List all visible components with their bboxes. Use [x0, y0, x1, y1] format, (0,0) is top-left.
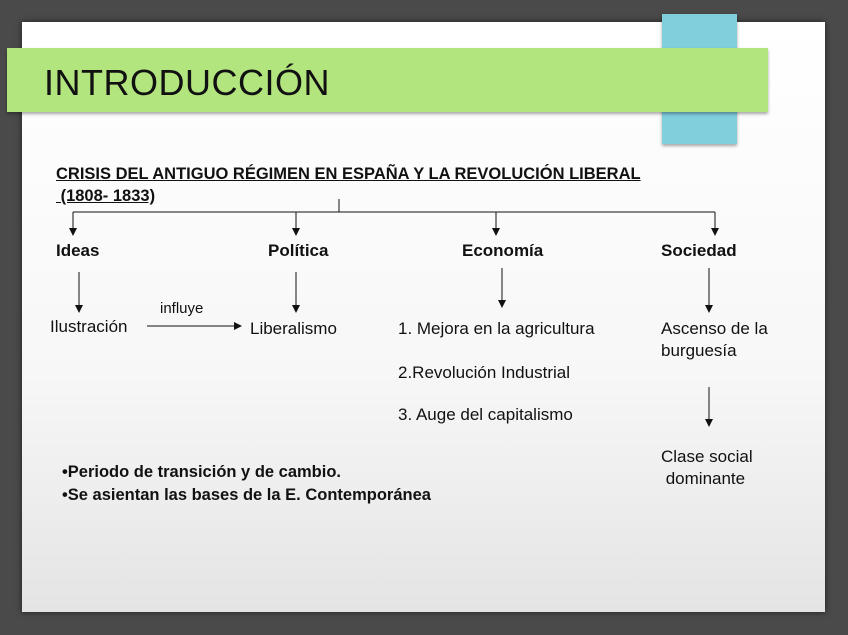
heading-line-2: (1808- 1833): [56, 187, 156, 205]
node-liberalismo: Liberalismo: [250, 319, 337, 338]
bullet-1: •Periodo de transición y de cambio.: [62, 463, 342, 481]
clase-line-2: dominante: [661, 469, 746, 488]
heading-line-1: CRISIS DEL ANTIGUO RÉGIMEN EN ESPAÑA Y LA REVOLUCIÓN LIBERAL: [56, 165, 641, 183]
ascenso-line-1: Ascenso de la: [661, 319, 768, 338]
bullet-2: •Se asientan las bases de la E. Contemporánea: [62, 486, 431, 504]
clase-line-1: Clase social: [661, 447, 753, 466]
category-sociedad: Sociedad: [661, 241, 737, 260]
category-ideas: Ideas: [56, 241, 100, 260]
economia-item-3: 3. Auge del capitalismo: [398, 405, 573, 424]
ascenso-line-2: burguesía: [661, 341, 737, 360]
economia-item-2: 2.Revolución Industrial: [398, 363, 570, 382]
node-ascenso-burguesia: [661, 318, 768, 362]
slide-title: INTRODUCCIÓN: [44, 62, 330, 103]
category-economia: Economía: [462, 241, 544, 260]
category-politica: Política: [268, 241, 329, 260]
node-clase-social: [661, 446, 753, 490]
node-ilustracion: Ilustración: [50, 317, 128, 336]
economia-item-1: 1. Mejora en la agricultura: [398, 319, 595, 338]
label-influye: influye: [160, 300, 204, 317]
